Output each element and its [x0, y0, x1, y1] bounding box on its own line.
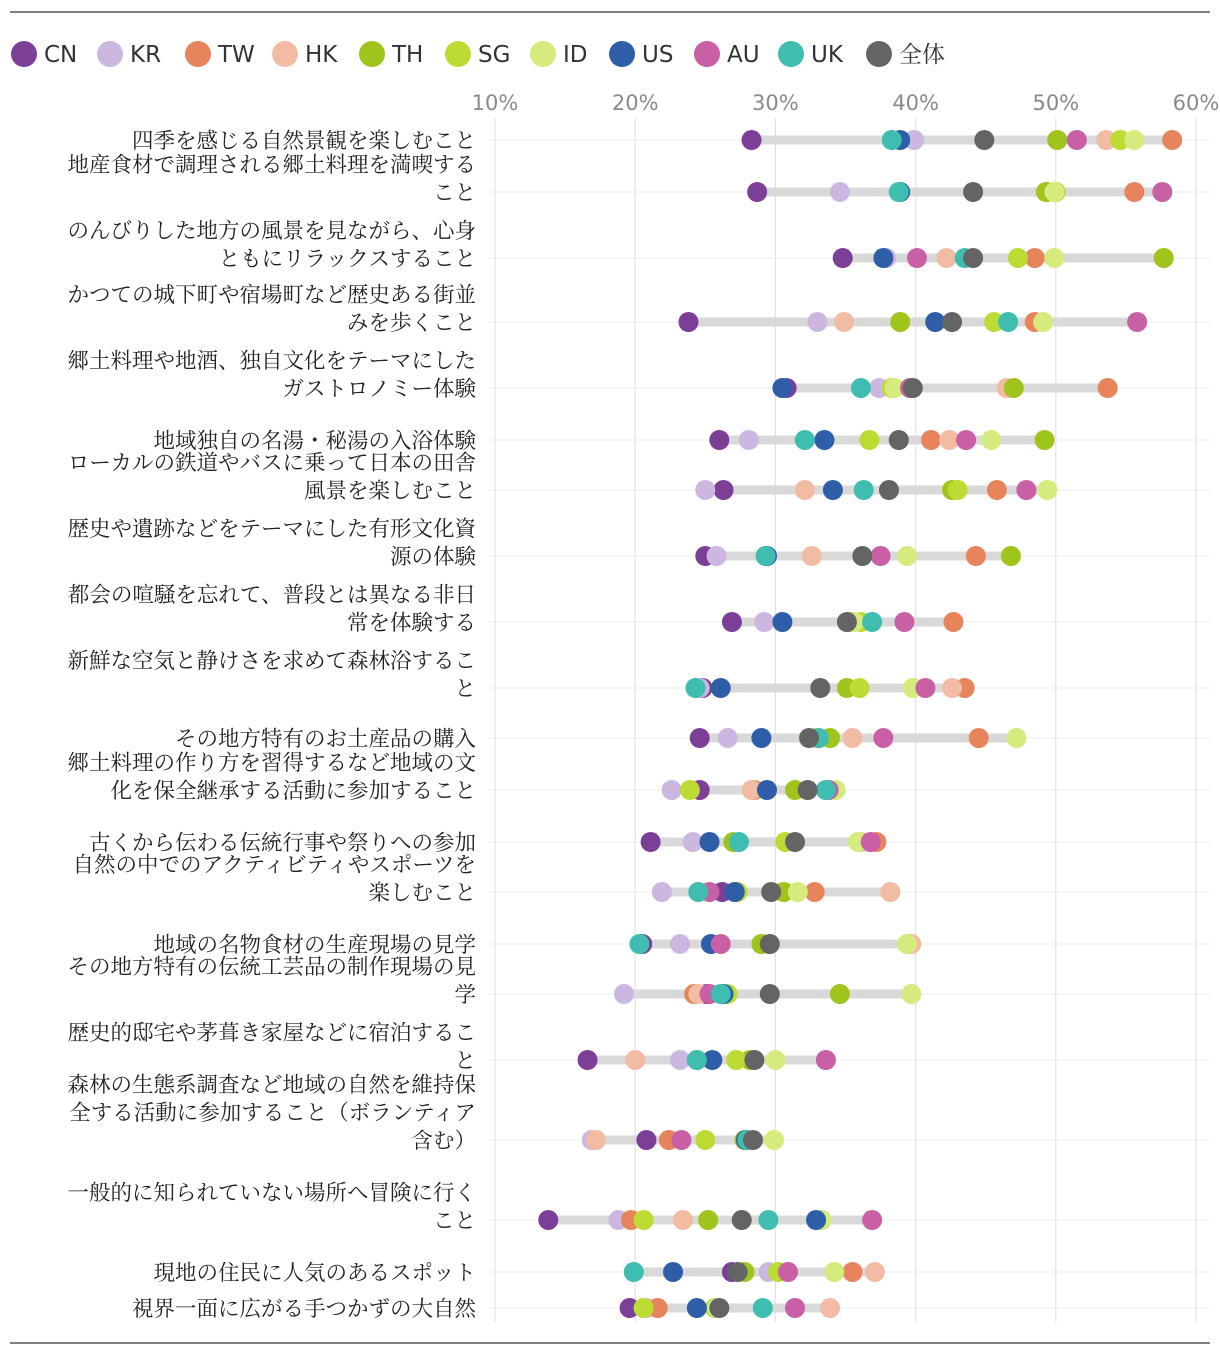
- point-UK: [998, 312, 1018, 332]
- category-label: 一般的に知られていない場所へ冒険に行くこと: [67, 1181, 476, 1234]
- point-SG: [634, 1210, 654, 1230]
- category-label: のんびりした地方の風景を見ながら、心身ともにリラックスすること: [67, 219, 476, 272]
- point-KR: [830, 182, 850, 202]
- point-全体: [963, 248, 983, 268]
- point-AU: [956, 430, 976, 450]
- point-ID: [1044, 182, 1064, 202]
- point-US: [772, 612, 792, 632]
- point-全体: [760, 934, 780, 954]
- point-SG: [680, 780, 700, 800]
- point-SG: [948, 480, 968, 500]
- point-TH: [1154, 248, 1174, 268]
- point-AU: [862, 1210, 882, 1230]
- x-tick-label: 40%: [892, 91, 939, 115]
- point-HK: [673, 1210, 693, 1230]
- point-KR: [718, 728, 738, 748]
- point-HK: [625, 1050, 645, 1070]
- point-TW: [1162, 130, 1182, 150]
- point-CN: [538, 1210, 558, 1230]
- point-ID: [901, 984, 921, 1004]
- point-全体: [852, 546, 872, 566]
- x-tick-label: 20%: [611, 91, 659, 115]
- legend-label: ID: [563, 42, 588, 68]
- point-US: [823, 480, 843, 500]
- point-AU: [816, 1050, 836, 1070]
- point-CN: [636, 1130, 656, 1150]
- point-UK: [816, 780, 836, 800]
- category-label: ローカルの鉄道やバスに乗って日本の田舎風景を楽しむこと: [67, 451, 476, 504]
- point-AU: [915, 678, 935, 698]
- point-CN: [690, 728, 710, 748]
- point-KR: [695, 480, 715, 500]
- legend-swatch: [778, 41, 804, 67]
- point-KR: [754, 612, 774, 632]
- point-UK: [889, 182, 909, 202]
- category-label: かつての城下町や宿場町など歴史ある街並みを歩くこと: [67, 283, 476, 336]
- legend-item-HK: [272, 41, 338, 68]
- point-US: [814, 430, 834, 450]
- point-US: [663, 1262, 683, 1282]
- point-AU: [1152, 182, 1172, 202]
- point-全体: [889, 430, 909, 450]
- category-label: 森林の生態系調査など地域の自然を維持保全する活動に参加すること（ボランティア含む）: [67, 1073, 476, 1154]
- point-US: [806, 1210, 826, 1230]
- point-AU: [711, 934, 731, 954]
- point-ID: [897, 546, 917, 566]
- point-TH: [1001, 546, 1021, 566]
- category-labels: [67, 129, 476, 1322]
- point-US: [757, 780, 777, 800]
- point-UK: [854, 480, 874, 500]
- point-TW: [1124, 182, 1144, 202]
- legend-swatch: [609, 41, 635, 67]
- category-label: 地域独自の名湯・秘湯の入浴体験: [153, 429, 476, 454]
- category-label: 郷土料理や地酒、独自文化をテーマにしたガストロノミー体験: [67, 349, 476, 402]
- point-ID: [1037, 480, 1057, 500]
- point-全体: [798, 780, 818, 800]
- point-UK: [685, 678, 705, 698]
- point-TH: [890, 312, 910, 332]
- legend-item-US: [609, 41, 673, 68]
- legend-swatch: [185, 41, 211, 67]
- point-HK: [880, 882, 900, 902]
- legend-item-UK: [778, 41, 844, 68]
- point-AU: [778, 1262, 798, 1282]
- legend-label: TW: [218, 42, 255, 68]
- point-CN: [578, 1050, 598, 1070]
- legend-label: UK: [811, 42, 843, 68]
- point-SG: [634, 1298, 654, 1318]
- point-TW: [969, 728, 989, 748]
- point-ID: [981, 430, 1001, 450]
- point-CN: [833, 248, 853, 268]
- point-HK: [802, 546, 822, 566]
- point-TW: [966, 546, 986, 566]
- point-US: [687, 1298, 707, 1318]
- legend-swatch: [272, 41, 298, 67]
- point-SG: [1008, 248, 1028, 268]
- legend-label: 全体: [899, 42, 945, 68]
- legend-label: CN: [44, 42, 78, 68]
- point-ID: [1033, 312, 1053, 332]
- point-UK: [688, 882, 708, 902]
- point-ID: [1007, 728, 1027, 748]
- point-全体: [810, 678, 830, 698]
- point-UK: [687, 1050, 707, 1070]
- point-SG: [726, 1050, 746, 1070]
- point-ID: [788, 882, 808, 902]
- point-HK: [586, 1130, 606, 1150]
- point-US: [725, 882, 745, 902]
- point-SG: [859, 430, 879, 450]
- category-label: 地産食材で調理される郷土料理を満喫すること: [67, 153, 476, 206]
- point-AU: [861, 832, 881, 852]
- point-TH: [830, 984, 850, 1004]
- point-ID: [1124, 130, 1144, 150]
- point-全体: [799, 728, 819, 748]
- point-US: [700, 832, 720, 852]
- legend-swatch: [866, 41, 892, 67]
- point-AU: [907, 248, 927, 268]
- point-全体: [732, 1210, 752, 1230]
- point-TW: [987, 480, 1007, 500]
- category-label: 視界一面に広がる手つかずの大自然: [131, 1297, 476, 1322]
- legend-label: US: [642, 42, 674, 68]
- point-CN: [678, 312, 698, 332]
- point-全体: [709, 1298, 729, 1318]
- point-AU: [894, 612, 914, 632]
- point-CN: [714, 480, 734, 500]
- category-label: 現地の住民に人気のあるスポット: [153, 1261, 476, 1286]
- legend-label: HK: [305, 42, 338, 68]
- point-TW: [843, 1262, 863, 1282]
- point-全体: [837, 612, 857, 632]
- category-label: 自然の中でのアクティビティやスポーツを楽しむこと: [72, 853, 476, 906]
- point-UK: [629, 934, 649, 954]
- legend-swatch: [530, 41, 556, 67]
- point-AU: [671, 1130, 691, 1150]
- point-TH: [1035, 430, 1055, 450]
- point-UK: [862, 612, 882, 632]
- legend-label: SG: [478, 42, 511, 68]
- point-CN: [722, 612, 742, 632]
- legend-item-TH: [359, 41, 423, 68]
- point-UK: [882, 130, 902, 150]
- x-tick-label: 10%: [471, 91, 519, 115]
- point-AU: [1016, 480, 1036, 500]
- point-KR: [670, 934, 690, 954]
- legend: [11, 41, 945, 68]
- point-HK: [942, 678, 962, 698]
- point-AU: [1067, 130, 1087, 150]
- point-KR: [707, 546, 727, 566]
- point-AU: [1127, 312, 1147, 332]
- legend-item-ID: [530, 41, 588, 68]
- x-tick-label: 60%: [1172, 91, 1220, 115]
- point-US: [873, 248, 893, 268]
- point-CN: [747, 182, 767, 202]
- point-SG: [850, 678, 870, 698]
- point-HK: [865, 1262, 885, 1282]
- point-HK: [820, 1298, 840, 1318]
- point-全体: [903, 378, 923, 398]
- category-label: その地方特有のお土産品の購入: [174, 727, 476, 752]
- point-UK: [795, 430, 815, 450]
- point-AU: [785, 1298, 805, 1318]
- point-KR: [652, 882, 672, 902]
- category-label: 地域の名物食材の生産現場の見学: [153, 933, 476, 958]
- point-UK: [729, 832, 749, 852]
- point-TH: [698, 1210, 718, 1230]
- point-KR: [739, 430, 759, 450]
- legend-label: AU: [727, 42, 760, 68]
- category-label: 歴史や遺跡などをテーマにした有形文化資源の体験: [67, 517, 476, 570]
- point-CN: [742, 130, 762, 150]
- legend-item-TW: [185, 41, 255, 68]
- point-TW: [1098, 378, 1118, 398]
- point-全体: [785, 832, 805, 852]
- point-UK: [851, 378, 871, 398]
- point-KR: [662, 780, 682, 800]
- point-AU: [871, 546, 891, 566]
- point-全体: [760, 984, 780, 1004]
- point-UK: [711, 984, 731, 1004]
- point-全体: [942, 312, 962, 332]
- legend-swatch: [445, 41, 471, 67]
- legend-item-SG: [445, 41, 510, 68]
- category-label: 四季を感じる自然景観を楽しむこと: [131, 129, 476, 154]
- category-label: その地方特有の伝統工芸品の制作現場の見学: [67, 955, 476, 1008]
- category-label: 新鮮な空気と静けさを求めて森林浴すること: [67, 649, 476, 702]
- point-ID: [764, 1130, 784, 1150]
- point-HK: [936, 248, 956, 268]
- legend-item-CN: [11, 41, 77, 68]
- point-ID: [765, 1050, 785, 1070]
- point-UK: [756, 546, 776, 566]
- point-AU: [873, 728, 893, 748]
- legend-swatch: [97, 41, 123, 67]
- point-US: [711, 678, 731, 698]
- point-全体: [728, 1262, 748, 1282]
- category-label: 都会の喧騒を忘れて、普段とは異なる非日常を体験する: [67, 583, 476, 636]
- category-label: 古くから伝わる伝統行事や祭りへの参加: [88, 831, 476, 856]
- point-HK: [834, 312, 854, 332]
- point-UK: [753, 1298, 773, 1318]
- point-全体: [963, 182, 983, 202]
- point-ID: [1044, 248, 1064, 268]
- category-label: 歴史的邸宅や茅葺き家屋などに宿泊すること: [67, 1021, 476, 1074]
- legend-swatch: [11, 41, 37, 67]
- point-全体: [761, 882, 781, 902]
- point-ID: [824, 1262, 844, 1282]
- category-label: 郷土料理の作り方を習得するなど地域の文化を保全継承する活動に参加すること: [67, 751, 476, 804]
- point-US: [751, 728, 771, 748]
- point-CN: [709, 430, 729, 450]
- legend-item-AU: [694, 41, 760, 68]
- legend-swatch: [694, 41, 720, 67]
- point-HK: [795, 480, 815, 500]
- point-TH: [1004, 378, 1024, 398]
- point-CN: [641, 832, 661, 852]
- point-KR: [614, 984, 634, 1004]
- point-ID: [897, 934, 917, 954]
- point-UK: [624, 1262, 644, 1282]
- point-HK: [843, 728, 863, 748]
- point-全体: [879, 480, 899, 500]
- x-tick-label: 30%: [752, 91, 799, 115]
- point-全体: [974, 130, 994, 150]
- point-TW: [921, 430, 941, 450]
- legend-swatch: [359, 41, 385, 67]
- legend-label: TH: [392, 42, 424, 68]
- point-TW: [943, 612, 963, 632]
- legend-item-KR: [97, 41, 161, 68]
- point-TH: [1047, 130, 1067, 150]
- point-全体: [744, 1050, 764, 1070]
- point-UK: [758, 1210, 778, 1230]
- point-SG: [695, 1130, 715, 1150]
- point-KR: [807, 312, 827, 332]
- legend-label: KR: [130, 42, 162, 68]
- x-tick-label: 50%: [1032, 91, 1080, 115]
- legend-item-全体: [866, 41, 945, 68]
- point-全体: [743, 1130, 763, 1150]
- point-US: [772, 378, 792, 398]
